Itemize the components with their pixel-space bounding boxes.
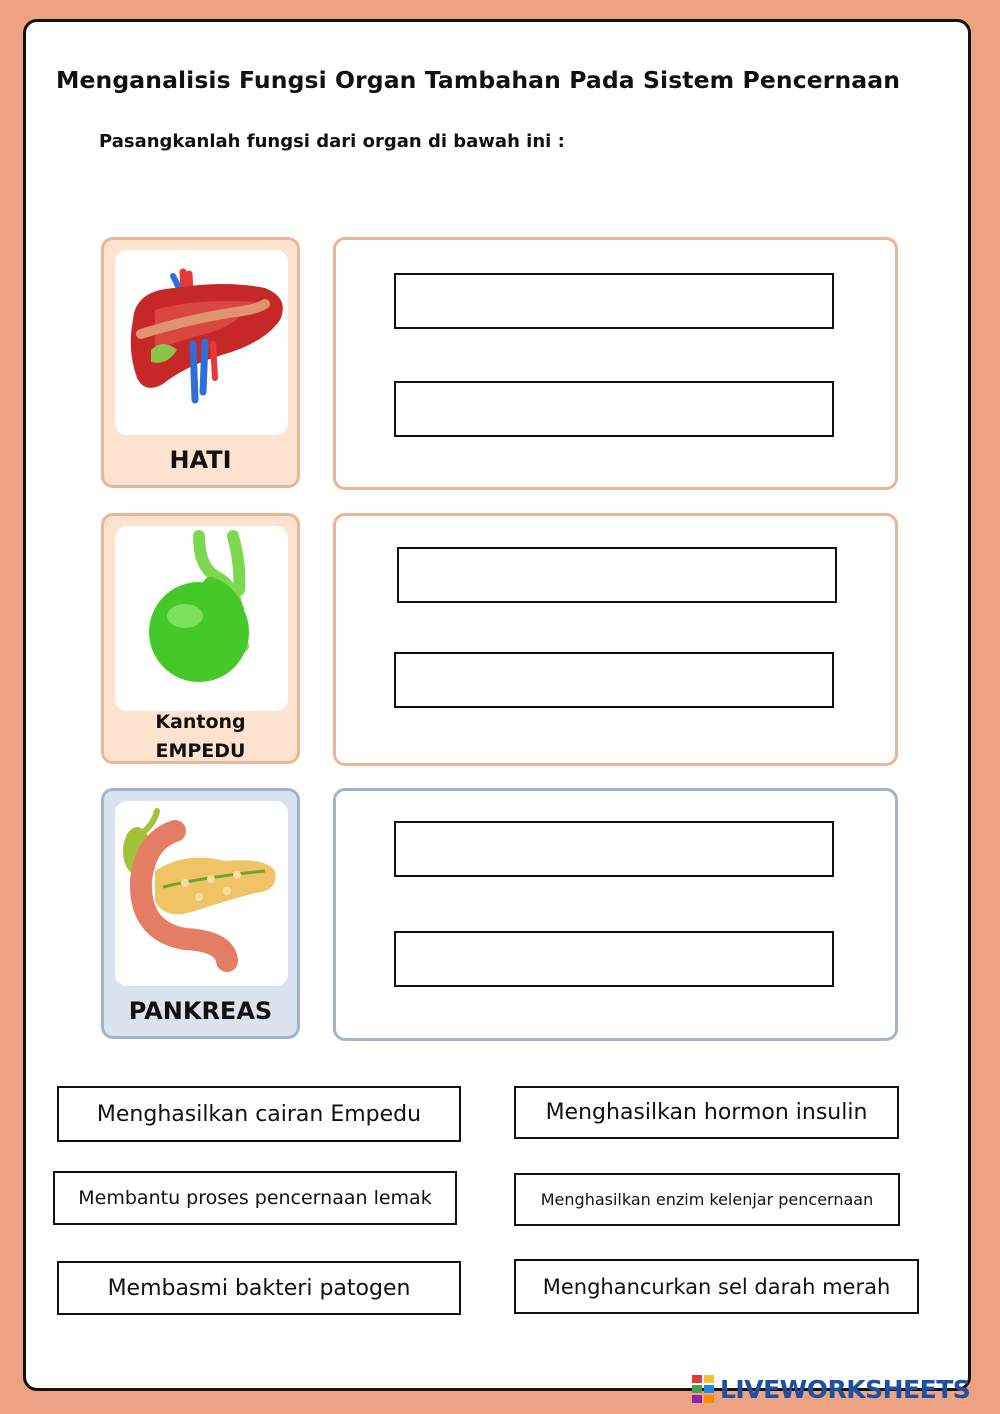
answer-slot-hati-1[interactable] (394, 273, 834, 329)
organ-label-hati: HATI (169, 446, 232, 474)
choice-hormon-insulin[interactable]: Menghasilkan hormon insulin (514, 1086, 899, 1139)
answer-slot-hati-2[interactable] (394, 381, 834, 437)
choice-cairan-empedu[interactable]: Menghasilkan cairan Empedu (57, 1086, 461, 1142)
organ-card-hati (101, 237, 300, 488)
page-title: Menganalisis Fungsi Organ Tambahan Pada Sistem Pencernaan (56, 66, 901, 94)
choice-sel-darah-merah[interactable]: Menghancurkan sel darah merah (514, 1259, 919, 1314)
choice-bakteri-patogen[interactable]: Membasmi bakteri patogen (57, 1261, 461, 1315)
pancreas-icon (115, 801, 288, 986)
liver-icon (115, 250, 288, 435)
choice-pencernaan-lemak[interactable]: Membantu proses pencernaan lemak (53, 1171, 457, 1225)
answer-slot-empedu-1[interactable] (397, 547, 837, 603)
gallbladder-icon (115, 526, 288, 711)
instruction-text: Pasangkanlah fungsi dari organ di bawah ini : (99, 131, 565, 152)
organ-label-pankreas: PANKREAS (128, 997, 273, 1025)
answer-panel-pankreas (333, 788, 898, 1041)
answer-slot-empedu-2[interactable] (394, 652, 834, 708)
answer-slot-pankreas-2[interactable] (394, 931, 834, 987)
answer-panel-empedu (333, 513, 898, 766)
choice-enzim-kelenjar[interactable]: Menghasilkan enzim kelenjar pencernaan (514, 1173, 900, 1226)
organ-card-pankreas (101, 788, 300, 1039)
answer-slot-pankreas-1[interactable] (394, 821, 834, 877)
organ-label-empedu-line1: Kantong (155, 711, 246, 733)
liveworksheets-logo-text: LIVEWORKSHEETS (720, 1374, 971, 1404)
liveworksheets-logo (692, 1372, 970, 1406)
answer-panel-hati (333, 237, 898, 490)
liveworksheets-logo-icon (692, 1375, 714, 1403)
organ-label-empedu-line2: EMPEDU (155, 740, 246, 762)
organ-card-empedu (101, 513, 300, 764)
